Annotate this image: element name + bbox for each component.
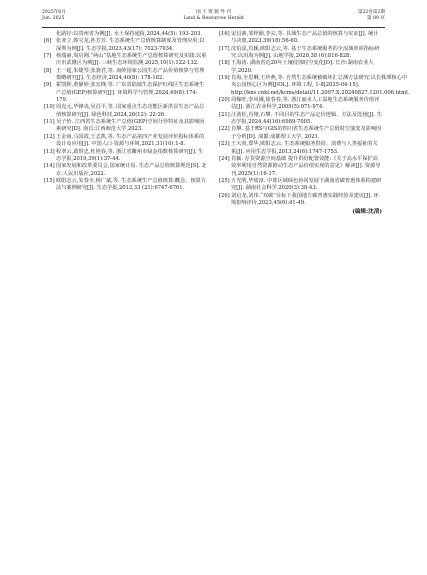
reference-number: [9] [44, 82, 52, 89]
reference-text: 万光明,毕琦淳. 中部区域绿色协同发展下湖南省碳普惠体系构建研究[J]. 湖南社会科学,2020(3):38-43. [231, 177, 382, 192]
reference-item [44, 134, 207, 149]
reference-list-left [44, 38, 207, 192]
header-date-cn: 2025年6月 [42, 10, 66, 15]
reference-number: [13] [44, 148, 55, 155]
header-right [358, 10, 385, 22]
reference-number: [21] [219, 111, 230, 118]
reference-number: [19] [219, 75, 230, 82]
reference-text: 王大尚,郑华,欧阳志云. 生态系统服务供给、消费与人类福祉的关系[J]. 应用生态学报,2013,24(6):1747-1753. [231, 141, 378, 155]
reference-item [219, 75, 410, 97]
reference-item [219, 112, 382, 127]
reference-number: [12] [44, 133, 55, 140]
reference-number: [11] [44, 119, 55, 126]
reference-item [44, 163, 207, 178]
reference-item [219, 141, 382, 156]
header-journal-en: Land & Resources Herald [183, 16, 244, 21]
reference-number: [20] [219, 97, 230, 104]
reference-number: [15] [44, 177, 55, 184]
reference-item [44, 149, 207, 164]
reference-number: [25] [219, 177, 230, 184]
reference-text: 程翠云,葛察忠,杜艳春,等. 浙江省衢州市绿金指数核算研究[J]. 生态学报,2019,39(1):37-44. [56, 148, 204, 162]
reference-number: [8] [44, 67, 52, 74]
reference-text: 王海涛. 湖南省近20年土壤侵蚀时空变化[D]. 长沙:湖南农业大学,2020. [231, 60, 374, 74]
reference-text: 王一超,朱婕琴,张骁君,等. 南岭国家公园生态产品价值核算与管理策略研究[J]. 生态经济,2024,40(8): 178-182. [56, 67, 205, 82]
reference-text: 周稼旺,李风娥,徐春春,等. 浙江丽水人工湿地生态系统服务价值评估[J]. 浙江农业科学,2009(5):971-974. [231, 97, 380, 111]
reference-number: [18] [219, 60, 230, 67]
reference-item [44, 104, 207, 119]
header-journal-cn: 国 土 资 源 导 刊 [196, 10, 231, 15]
reference-number: [14] [44, 163, 55, 170]
page-header [42, 10, 385, 32]
reference-text: 刘启龙,刘伟.“双碳”目标下我国地方碳普惠实践经验及建议[J]. 环境影响评价,2023,45(6):41-49. [231, 192, 379, 206]
reference-text: 杨瑞丽,周启刚.“两山”基地生态系统生产总值核算研究及实践:以重庆市武隆区为例[J]. 三峡生态环境监测,2025,10(1):122-132. [56, 53, 207, 67]
reference-item [219, 31, 382, 46]
reference-text: 肖颖. 存货资源空间基础 提升供给配置效能:《关于高水平保护高效率利用自然资源推动生态产品价值实现的意见》解读[J]. 资源导刊,2025(1):16-17. [231, 155, 381, 177]
reference-item [219, 193, 382, 208]
reference-number: [22] [219, 126, 230, 133]
reference-item [219, 126, 382, 141]
header-center [42, 10, 385, 22]
reference-number: [23] [219, 141, 230, 148]
reference-text: 宋昌素,邹梓颖,李玄,等. 县域生态产品总值的核算与实证[J]. 统计与决策,2023,39(18):56-60. [231, 31, 379, 45]
reference-item [44, 53, 207, 68]
reference-item [219, 156, 382, 178]
header-date-en: Jun. 2025 [42, 16, 65, 21]
reference-number: [6] [44, 38, 52, 45]
reference-text: 肖攀. 基于RS与GIS的四川省生态系统生产总值时空演变及影响因子分析[D]. 成都:成都理工大学, 2021. [231, 126, 382, 140]
reference-number: [7] [44, 53, 52, 60]
references-right-column [219, 31, 410, 217]
reference-text: 周克元,毕锋央,吴昌平,等. 国家重点生态功能区新洪县生态产品总值核算研究[J]. 绿色科技,2024,26(12): 22-26. [56, 104, 205, 118]
reference-item [219, 178, 382, 193]
reference-text: 肖海,全思琳,王珍燕,等. 自然生态系统被破坏汇总测方法研究:以长株潭核心中央公园核心区为例[J/OL]. 环境工程, 1-8[2025-04-15]. http://kns.cnki.net/kcms/detail/11.2097.X.20240827.1201.006.html. [231, 75, 410, 96]
reference-item [219, 97, 382, 112]
reference-item [44, 178, 207, 193]
header-volume: 第22卷第2期 [357, 10, 385, 15]
reference-list-right [219, 31, 410, 207]
reference-text: 王金南,马国霞,王志凯,等. 生态产品第四产业发展评价指标体系的设计及应用[J]. 中国人口·资源与环境,2021,31(10):1-8. [56, 133, 205, 148]
references-left-column [44, 31, 207, 193]
reference-continuation: 化路径:以贵州省为例[J]. 水土保持通报,2024,44(5): 193-203. [56, 31, 203, 37]
editor-note: (编辑:沈清) [352, 209, 382, 216]
reference-number: [17] [219, 45, 230, 52]
header-rule [42, 27, 385, 28]
reference-text: 霍凯辉,黄静婷,张宏锋,等. 广东省陆域生态保护红线区生态系统生产总值(GEP)核算研究[J]. 环境科学与管理,2024,49(8):174-179. [56, 82, 205, 104]
reference-item [44, 68, 207, 83]
reference-number: [16] [219, 31, 230, 37]
reference-item [44, 82, 207, 104]
reference-item [219, 46, 382, 61]
reference-text: 沈伯泓,肖颖,欧阳志云,等. 基于生态系统服务的全流域单项指标研究:以洱海为例[J]. 山地学报,2020,38 (6):816-828. [231, 45, 380, 60]
reference-text: 国家发展和改革委员会,国家统计局. 生态产品总值核算规范[S]. 北京:人民出版社,2022. [56, 163, 207, 177]
reference-text: 张亚立,韩宝龙,孙芳芳. 生态系统生产总值核算制度及管理应用:以深圳为例[J]. 生态学报,2023,43(17): 7023-7034. [56, 38, 205, 52]
reference-item [44, 38, 207, 53]
reference-item [44, 119, 207, 134]
reference-number: [26] [219, 192, 230, 199]
header-page-number: 第 89 页 [367, 16, 385, 21]
reference-text: 汪劲松,肖翔,石攀. 不同目的生态产品定价逻辑、方法及选择[J]. 生态学报,2024,44(16):6989-7005. [231, 111, 382, 126]
reference-text: 欧阳志云,朱春全,杨广斌,等. 生态系统生产总值核算:概念、核算方法与案例研究[J]. 生态学报,2013,33 (21):6747-6761. [56, 177, 207, 192]
reference-number: [10] [44, 104, 55, 111]
reference-item [219, 60, 382, 75]
reference-text: 吴子怡. 江西省生态系统生产总值(GEP)空间分异特征及其影响因素研究[D]. 南昌:江西师范大学,2023. [56, 119, 205, 133]
reference-number: [24] [219, 155, 230, 162]
